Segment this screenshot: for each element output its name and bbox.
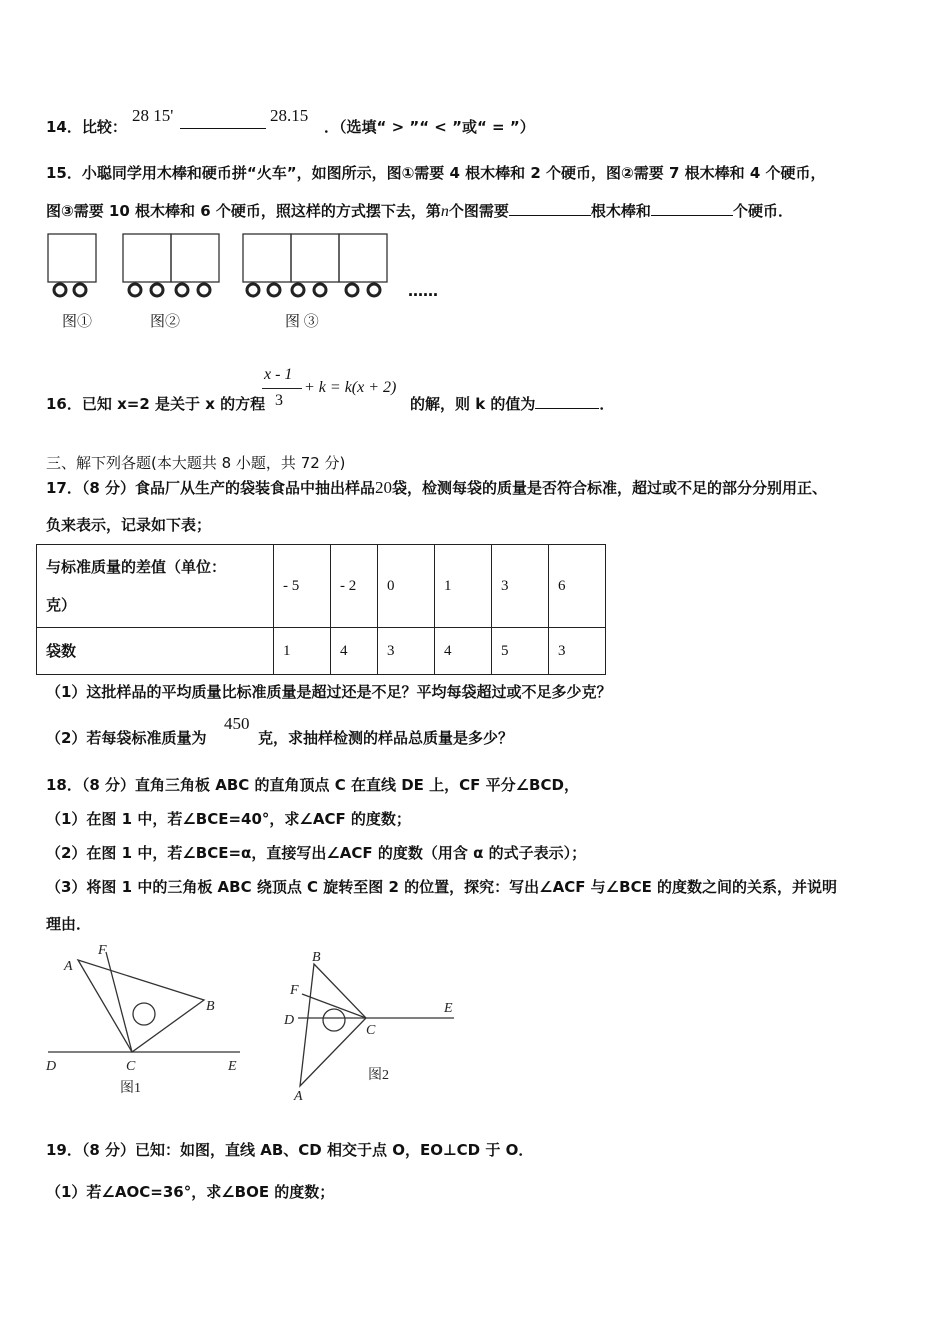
q15-fig2-label: 图② xyxy=(150,314,181,330)
label-f: F xyxy=(290,983,299,998)
circle-mark xyxy=(323,1009,345,1031)
table-cell: 5 xyxy=(492,628,549,675)
q16-answer-blank[interactable] xyxy=(535,394,599,409)
q15-line2-b: 个图需要 xyxy=(448,202,509,220)
fig2-caption: 图2 xyxy=(368,1068,389,1083)
table-cell: - 5 xyxy=(274,545,331,628)
train-3 xyxy=(243,234,387,282)
train-1 xyxy=(48,234,96,282)
table-row-label: 袋数 xyxy=(37,628,274,675)
table-row xyxy=(37,545,606,628)
train-2-coins xyxy=(129,284,210,296)
table-cell: 3 xyxy=(549,628,606,675)
label-c: C xyxy=(366,1023,376,1038)
table-cell: 4 xyxy=(331,628,378,675)
q18-sub2: （2）在图 1 中，若∠BCE=α，直接写出∠ACF 的度数（用含 α 的式子表示）； xyxy=(46,844,587,862)
q15-line1: 15．小聪同学用木棒和硬币拼“火车”，如图所示，图①需要 4 根木棒和 2 个硬币，图②需要 7 根木棒和 4 个硬币， xyxy=(46,164,826,182)
q16-rhs: + k = k(x + 2) xyxy=(304,379,397,396)
label-f: F xyxy=(98,943,107,958)
label-a: A xyxy=(64,959,73,974)
q16-post: 的解，则 k 的值为 xyxy=(410,395,536,413)
q18-sub3-b: 理由． xyxy=(46,915,92,933)
q15-line2-a: 图③需要 10 根木棒和 6 个硬币，照这样的方式摆下去，第 xyxy=(46,202,441,220)
triangle-abc xyxy=(300,964,366,1086)
q15-n: n xyxy=(440,203,449,220)
q17-line2: 负来表示，记录如下表； xyxy=(46,516,212,534)
train-1-coins xyxy=(54,284,86,296)
circle-mark xyxy=(133,1003,155,1025)
q16-numerator: x - 1 xyxy=(264,366,293,383)
table-cell: - 2 xyxy=(331,545,378,628)
table-cell: 6 xyxy=(549,545,606,628)
q16-fraction-bar xyxy=(262,388,302,389)
q18-line1: 18．（8 分）直角三角板 ABC 的直角顶点 C 在直线 DE 上，CF 平分∠BCD， xyxy=(46,776,579,794)
q15-fig1-label: 图① xyxy=(62,314,93,330)
table-cell: 4 xyxy=(435,628,492,675)
q14-line xyxy=(46,116,127,137)
q15-blank-coins[interactable] xyxy=(651,201,733,216)
q17-sub1: （1）这批样品的平均质量比标准质量是超过还是不足？平均每袋超过或不足多少克？ xyxy=(46,683,612,701)
table-cell: 3 xyxy=(492,545,549,628)
q18-figure-1 xyxy=(40,938,255,1098)
table-cell: 3 xyxy=(378,628,435,675)
q14-left-value: 28 15' xyxy=(132,106,174,125)
table-cell: 1 xyxy=(435,545,492,628)
q15-ellipsis: …… xyxy=(408,282,438,300)
q17-line1-a: 17．（8 分）食品厂从生产的袋装食品中抽出样品 xyxy=(46,479,376,497)
q14-right-value: 28.15 xyxy=(270,106,309,125)
q17-line1 xyxy=(46,477,827,498)
table-cell: 0 xyxy=(378,545,435,628)
q17-line1-b: 袋，检测每袋的质量是否符合标准，超过或不足的部分分别用正、 xyxy=(392,479,828,497)
q15-line2 xyxy=(46,200,793,221)
label-c: C xyxy=(126,1059,136,1074)
label-d: D xyxy=(46,1059,57,1074)
train-3-coins xyxy=(247,284,380,296)
line-cf xyxy=(302,994,366,1018)
q14-label: 14．比较： xyxy=(46,118,127,136)
q17-standard-mass: 450 xyxy=(224,714,250,733)
q18-sub3-a: （3）将图 1 中的三角板 ABC 绕顶点 C 旋转至图 2 的位置，探究：写出∠ACF 与∠BCE 的度数之间的关系，并说明 xyxy=(46,878,838,896)
table-row xyxy=(37,628,606,675)
q19-line1: 19．（8 分）已知：如图，直线 AB、CD 相交于点 O，EO⊥CD 于 O． xyxy=(46,1141,534,1159)
label-e: E xyxy=(444,1001,453,1016)
q18-figure-2 xyxy=(276,944,466,1104)
label-b: B xyxy=(312,950,321,965)
q17-count: 20 xyxy=(375,478,393,497)
q14-instruction: ．（选填“ > ”“ < ”或“ = ”） xyxy=(324,118,535,136)
q16-post-line xyxy=(410,393,614,414)
q14-answer-blank[interactable] xyxy=(180,114,266,129)
q15-train-figure xyxy=(40,228,460,338)
table-header-cell xyxy=(37,545,274,628)
q16-end: ． xyxy=(599,395,615,413)
label-b: B xyxy=(206,999,215,1014)
q16-pre: 16．已知 x=2 是关于 x 的方程 xyxy=(46,395,266,413)
label-a: A xyxy=(294,1089,303,1104)
table-header-line2: 克） xyxy=(46,596,77,614)
q15-blank-sticks[interactable] xyxy=(509,201,591,216)
q15-line2-c: 根木棒和 xyxy=(590,202,651,220)
fig1-caption: 图1 xyxy=(120,1081,141,1096)
q19-sub1: （1）若∠AOC=36°，求∠BOE 的度数； xyxy=(46,1183,335,1201)
triangle-abc xyxy=(78,960,204,1052)
line-cf xyxy=(106,952,132,1052)
q17-sub2-b: 克，求抽样检测的样品总质量是多少？ xyxy=(258,729,514,747)
q17-sub2-a: （2）若每袋标准质量为 xyxy=(46,729,207,747)
q18-sub1: （1）在图 1 中，若∠BCE=40°，求∠ACF 的度数； xyxy=(46,810,411,828)
table-header-line1: 与标准质量的差值（单位： xyxy=(46,558,227,576)
section-3-heading: 三、解下列各题(本大题共 8 小题，共 72 分) xyxy=(46,454,346,472)
q15-fig3-label: 图 ③ xyxy=(285,314,319,330)
label-d: D xyxy=(284,1013,295,1028)
train-2 xyxy=(123,234,219,282)
label-e: E xyxy=(228,1059,237,1074)
q16-denominator: 3 xyxy=(275,392,283,409)
table-cell: 1 xyxy=(274,628,331,675)
q15-line2-d: 个硬币． xyxy=(732,202,793,220)
q17-table xyxy=(36,544,606,675)
